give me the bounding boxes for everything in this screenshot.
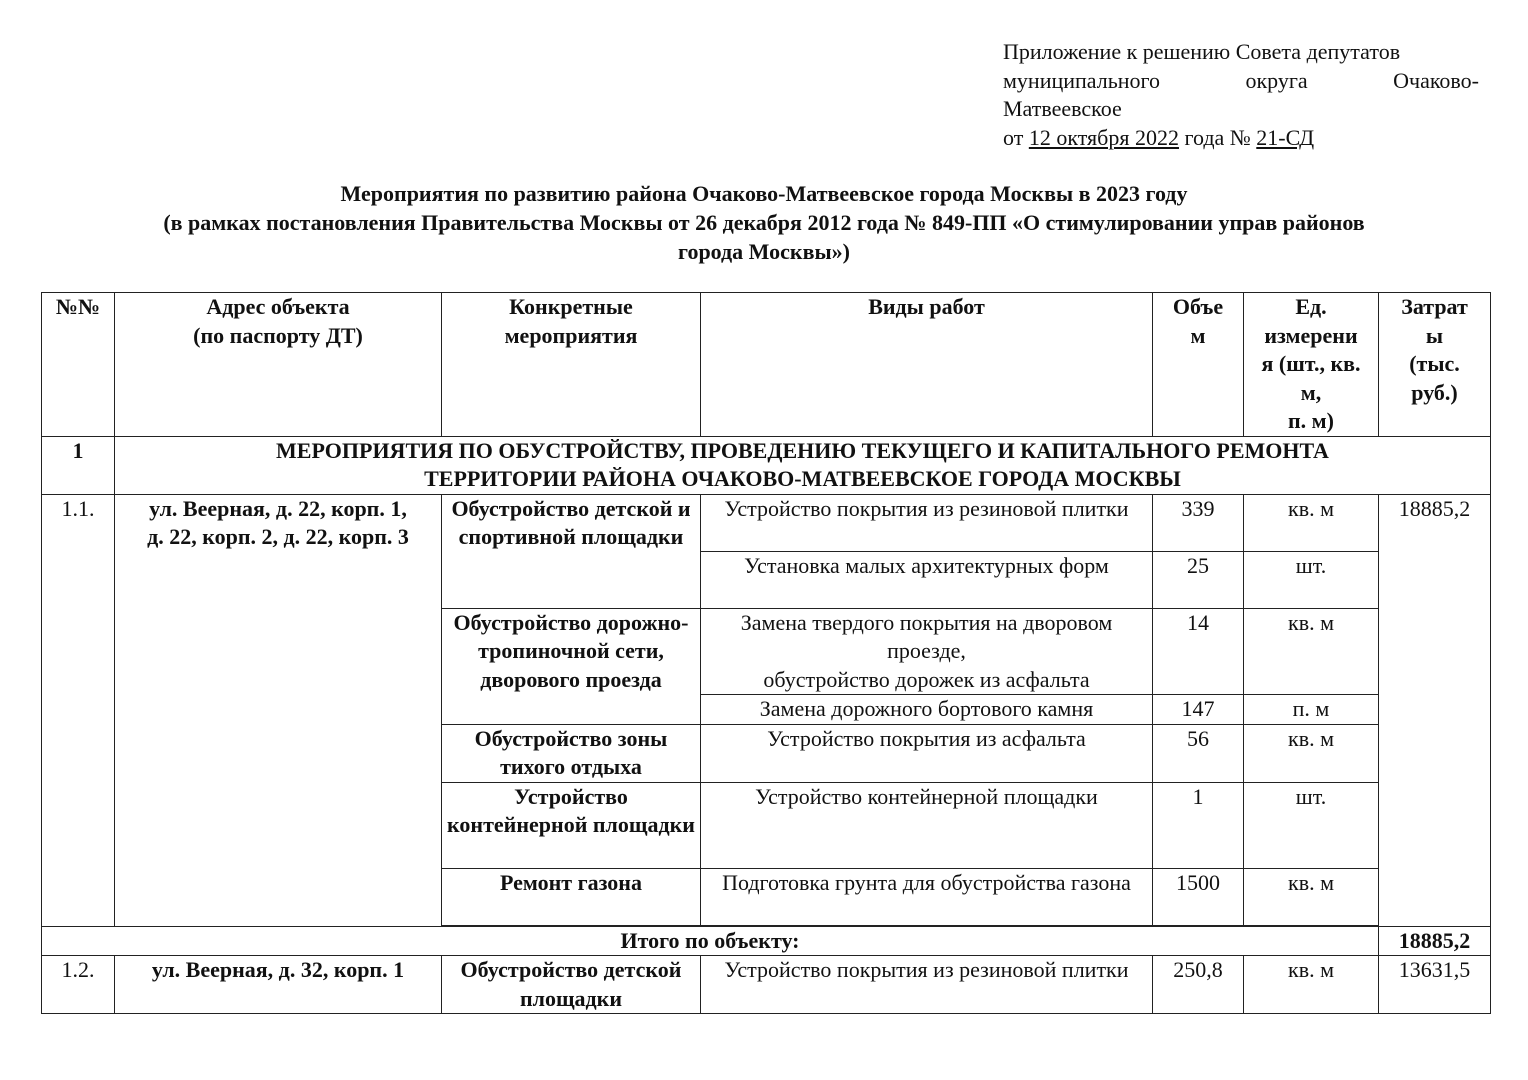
volume-cell: 147 <box>1153 695 1244 725</box>
unit-cell: п. м <box>1244 695 1379 725</box>
object-num: 1.1. <box>42 494 115 926</box>
volume-cell: 339 <box>1153 494 1244 551</box>
table-row <box>42 956 1491 1014</box>
header-cost-line-1: Затрат <box>1401 294 1468 319</box>
header-unit-line-4: м, <box>1300 379 1322 405</box>
section-num: 1 <box>42 436 115 494</box>
unit-cell: кв. м <box>1244 868 1379 925</box>
title-line-2: (в рамках постановления Правительства Москвы от 26 декабря 2012 года № 849-ПП «О стимулировании управ районов <box>163 210 1365 235</box>
header-unit-line-2: измерени <box>1264 322 1358 348</box>
work-cell: Установка малых архитектурных форм <box>701 551 1153 608</box>
appendix-word-district: округа <box>1245 67 1308 93</box>
object-num: 1.2. <box>42 956 115 1014</box>
work-cell: Устройство покрытия из резиновой плитки <box>701 956 1153 1014</box>
work-cell <box>701 608 1153 695</box>
total-value: 18885,2 <box>1379 926 1491 956</box>
header-unit <box>1244 293 1379 437</box>
object-address: ул. Веерная, д. 32, корп. 1 <box>115 956 442 1014</box>
header-volume-line-1: Объе <box>1172 294 1224 319</box>
appendix-note <box>1003 38 1479 152</box>
header-cost-line-2: ы <box>1425 322 1444 348</box>
work-cell: Устройство контейнерной площадки <box>701 782 1153 868</box>
header-cost-line-4: руб.) <box>1411 379 1458 405</box>
appendix-line-1: Приложение к решению Совета депутатов <box>1003 39 1401 64</box>
document-title <box>60 179 1468 266</box>
appendix-line-2 <box>1003 67 1479 96</box>
appendix-line-3: Матвеевское <box>1003 96 1122 121</box>
header-unit-line-3: я (шт., кв. <box>1261 351 1361 376</box>
unit-cell: кв. м <box>1244 724 1379 782</box>
object-cost: 13631,5 <box>1379 956 1491 1014</box>
measure-cell: Обустройство детской и спортивной площадки <box>442 494 701 608</box>
header-measures-line-2: мероприятия <box>504 322 638 348</box>
object-address-line-2: д. 22, корп. 2, д. 22, корп. 3 <box>147 524 409 549</box>
header-works: Виды работ <box>701 293 1153 437</box>
header-address-line-1: Адрес объекта <box>206 294 350 319</box>
object-address <box>115 494 442 926</box>
work-cell: Устройство покрытия из резиновой плитки <box>701 494 1153 551</box>
measure-cell: Обустройство дорожно-тропиночной сети, дворового проезда <box>442 608 701 724</box>
title-line-1: Мероприятия по развитию района Очаково-Матвеевское города Москвы в 2023 году <box>340 181 1188 206</box>
section-title-line-1: МЕРОПРИЯТИЯ ПО ОБУСТРОЙСТВУ, ПРОВЕДЕНИЮ ТЕКУЩЕГО И КАПИТАЛЬНОГО РЕМОНТА <box>276 437 1329 463</box>
header-address-line-2: (по паспорту ДТ) <box>193 322 363 348</box>
appendix-word-municipal: муниципального <box>1003 67 1161 93</box>
header-measures-line-1: Конкретные <box>509 294 633 319</box>
work-cell: Подготовка грунта для обустройства газона <box>701 868 1153 925</box>
total-row <box>42 926 1491 956</box>
decision-date: 12 октября 2022 <box>1028 124 1179 150</box>
volume-cell: 1500 <box>1153 868 1244 925</box>
decision-number: 21-СД <box>1256 124 1315 150</box>
unit-cell: кв. м <box>1244 956 1379 1014</box>
work-line-2: обустройство дорожек из асфальта <box>763 666 1090 692</box>
unit-cell: кв. м <box>1244 494 1379 551</box>
work-cell: Устройство покрытия из асфальта <box>701 724 1153 782</box>
measure-cell: Ремонт газона <box>442 868 701 925</box>
section-row <box>42 436 1491 494</box>
appendix-from: от <box>1003 124 1024 150</box>
header-address <box>115 293 442 437</box>
header-volume-line-2: м <box>1190 322 1206 348</box>
volume-cell: 14 <box>1153 608 1244 695</box>
object-address-line-1: ул. Веерная, д. 22, корп. 1, <box>149 495 407 521</box>
header-num: №№ <box>42 293 115 437</box>
section-title-line-2: ТЕРРИТОРИИ РАЙОНА ОЧАКОВО-МАТВЕЕВСКОЕ ГОРОДА МОСКВЫ <box>424 466 1181 491</box>
work-cell: Замена дорожного бортового камня <box>701 695 1153 725</box>
measure-cell: Обустройство зоны тихого отдыха <box>442 724 701 782</box>
measure-cell: Устройство контейнерной площадки <box>442 782 701 868</box>
volume-cell: 250,8 <box>1153 956 1244 1014</box>
section-title <box>115 436 1491 494</box>
total-label: Итого по объекту: <box>42 926 1379 956</box>
table-row <box>42 494 1491 551</box>
object-cost: 18885,2 <box>1379 494 1491 926</box>
header-volume <box>1153 293 1244 437</box>
work-line-1: Замена твердого покрытия на дворовом проезде, <box>740 609 1113 663</box>
appendix-word-ochakovo: Очаково- <box>1393 67 1479 93</box>
measure-cell: Обустройство детской площадки <box>442 956 701 1014</box>
measures-table <box>41 292 1491 1014</box>
header-measures <box>442 293 701 437</box>
volume-cell: 56 <box>1153 724 1244 782</box>
header-cost-line-3: (тыс. <box>1409 351 1460 376</box>
volume-cell: 25 <box>1153 551 1244 608</box>
unit-cell: кв. м <box>1244 608 1379 695</box>
unit-cell: шт. <box>1244 782 1379 868</box>
volume-cell: 1 <box>1153 782 1244 868</box>
header-unit-line-5: п. м) <box>1288 408 1334 433</box>
header-unit-line-1: Ед. <box>1295 294 1327 319</box>
table-header-row <box>42 293 1491 437</box>
title-line-3: города Москвы») <box>678 239 850 264</box>
appendix-year-number: года № <box>1184 124 1251 150</box>
appendix-line-4 <box>1003 124 1479 153</box>
header-cost <box>1379 293 1491 437</box>
unit-cell: шт. <box>1244 551 1379 608</box>
